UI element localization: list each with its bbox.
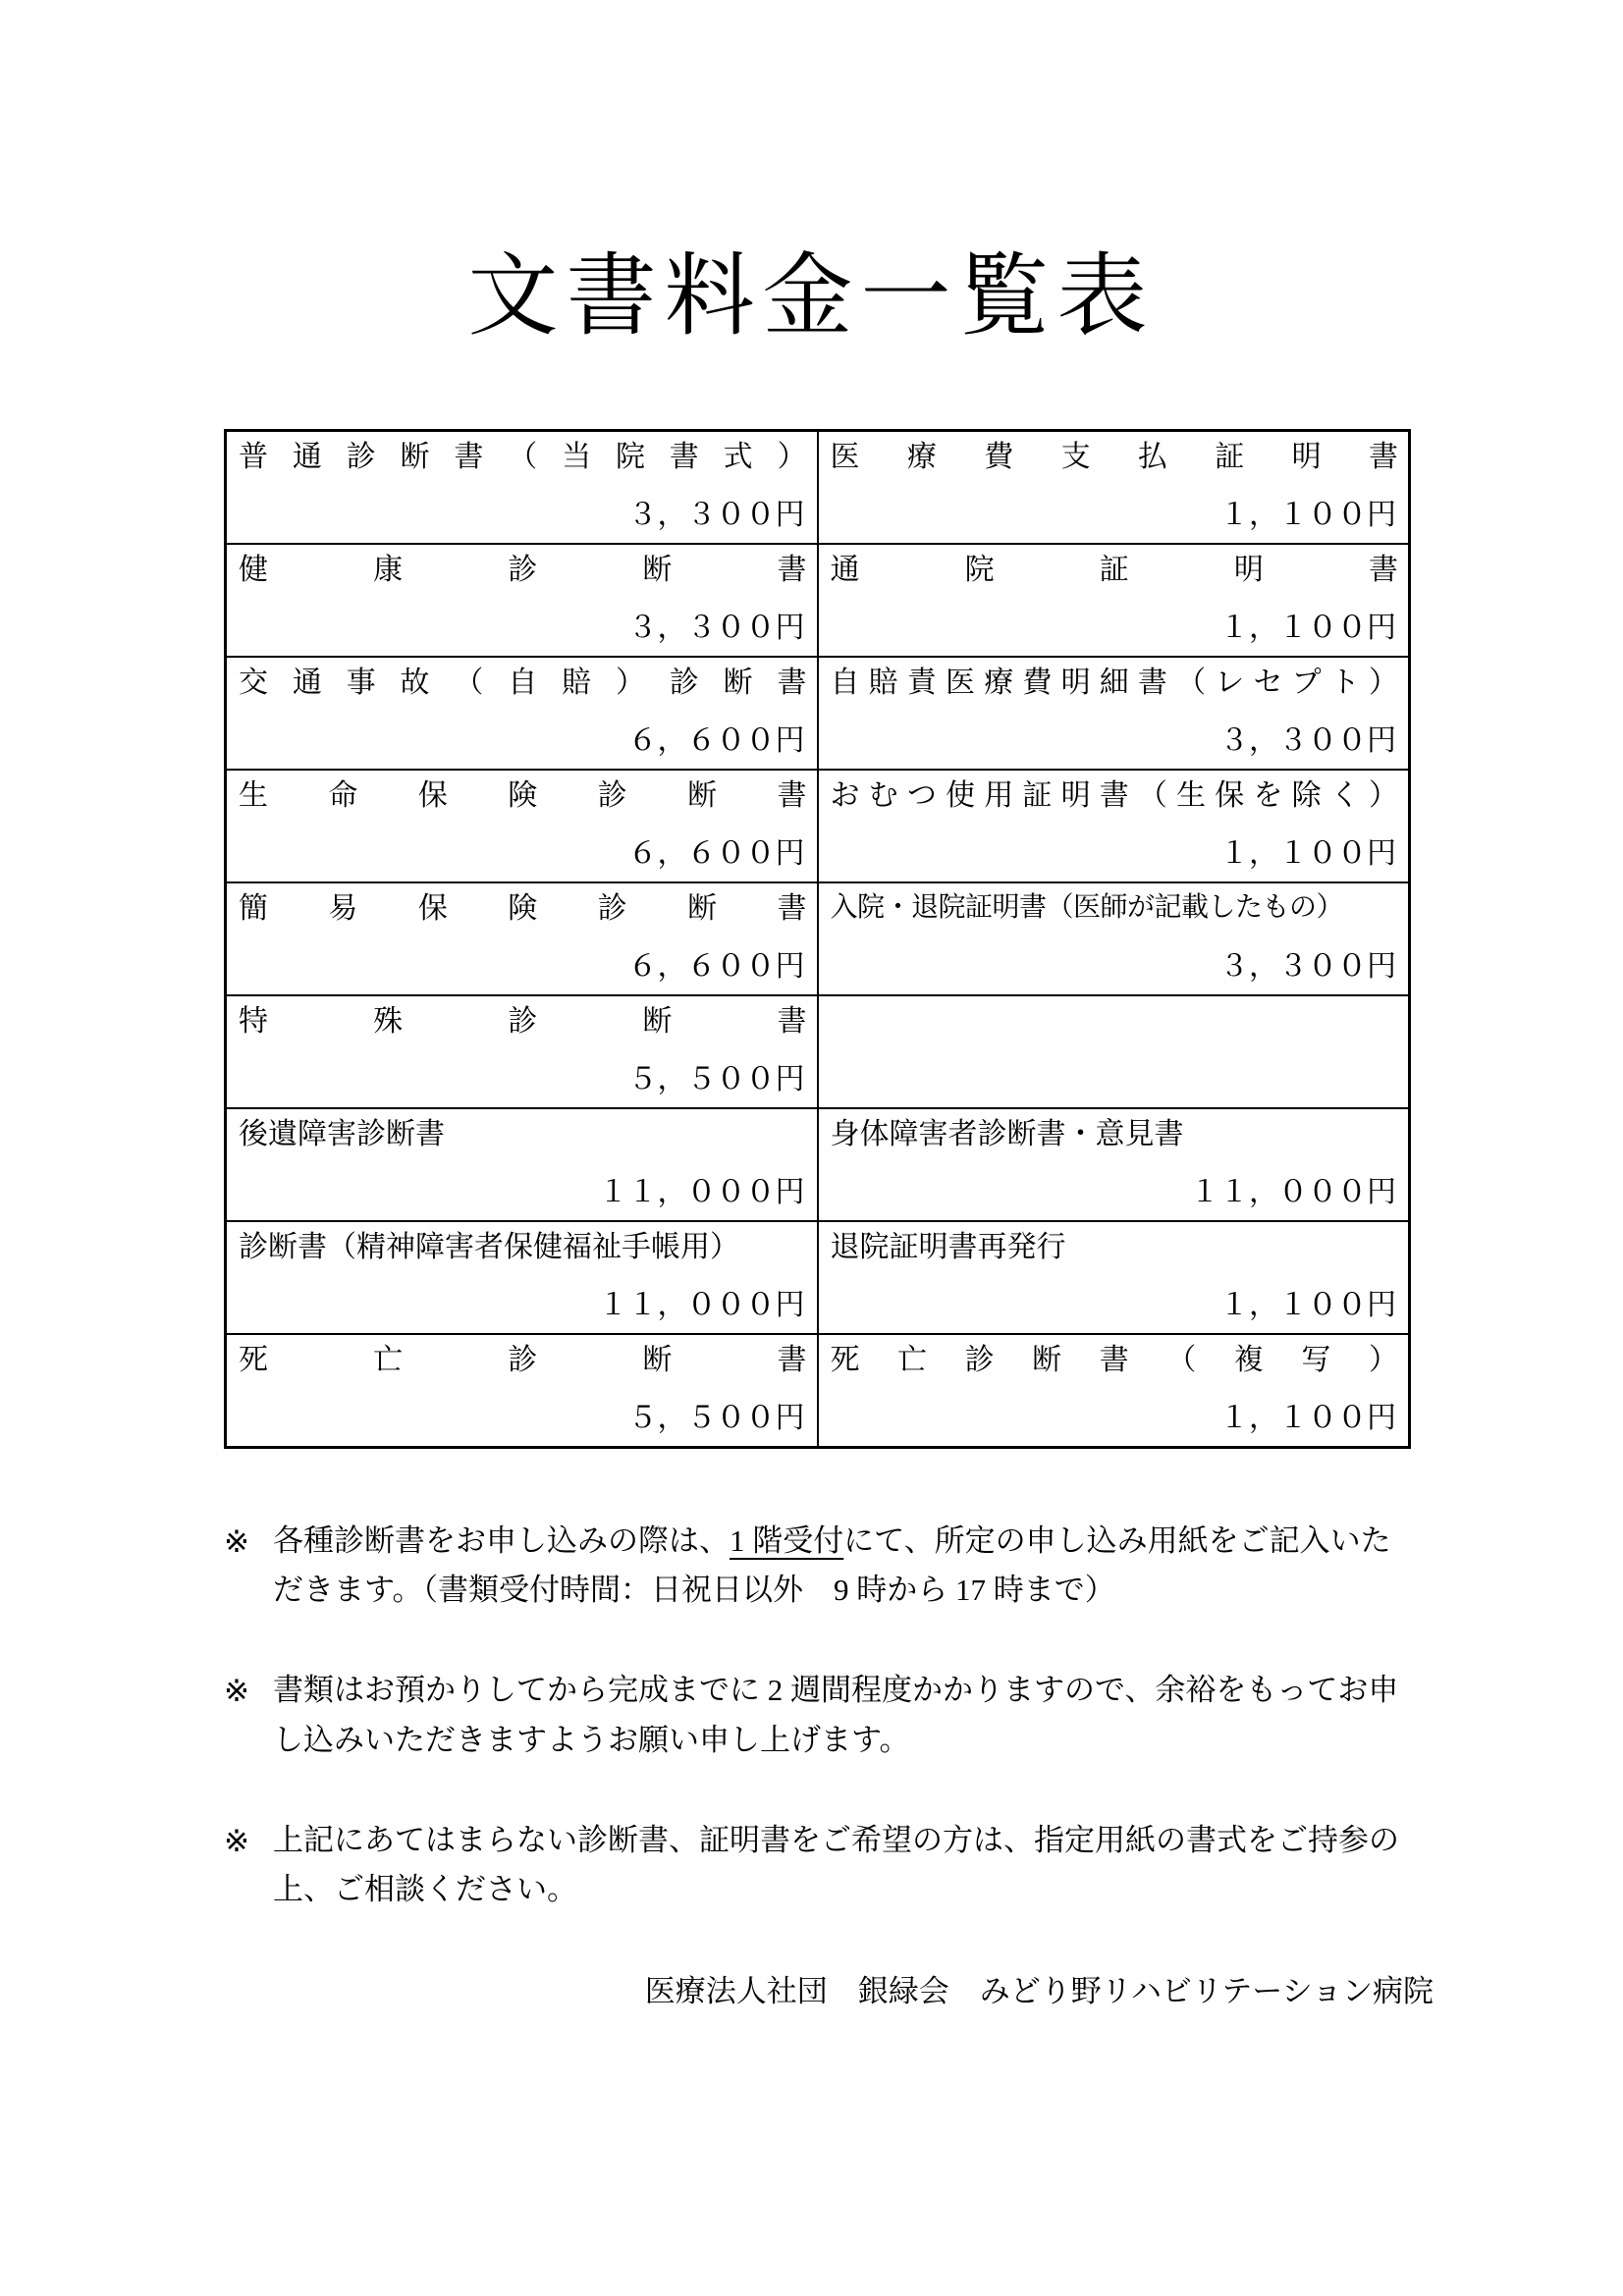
fee-item-name: 入院・退院証明書（医師が記載したもの）: [830, 892, 1344, 923]
fee-cell: [226, 882, 818, 995]
reference-mark: ※: [224, 1674, 249, 1709]
table-row: [226, 995, 1410, 1108]
fee-item-price: ５，５００円: [627, 1063, 805, 1095]
reference-mark: ※: [224, 1823, 249, 1858]
fee-item-price: ５，５００円: [627, 1402, 805, 1434]
fee-cell: [226, 770, 818, 882]
fee-item-price: １，１００円: [1219, 1402, 1396, 1434]
note-text: [273, 1517, 1420, 1615]
fee-item-name: 生命保険診断書: [239, 779, 807, 812]
table-row: [226, 544, 1410, 657]
fee-cell: [226, 1334, 818, 1448]
fee-cell: [818, 657, 1410, 770]
fee-item-name: おむつ使用証明書（生保を除く）: [830, 779, 1398, 812]
fee-item-price: ３，３００円: [627, 499, 805, 531]
note-text-post: にて、所定の申し込み用紙をご記入いただきます。（書類受付時間：日祝日以外 9 時から 17 時まで）: [273, 1523, 1391, 1608]
table-row: [226, 1221, 1410, 1334]
fee-cell: [818, 1334, 1410, 1448]
table-row: [226, 882, 1410, 995]
fee-item-name: 死亡診断書（複写）: [830, 1344, 1398, 1376]
reference-mark: ※: [224, 1524, 249, 1559]
notes-section: [224, 1517, 1420, 1965]
note-text-pre: 書類はお預かりしてから完成までに 2 週間程度かかりますので、余裕をもってお申し込みいただきますようお願い申し上げます。: [273, 1673, 1399, 1757]
fee-cell: [226, 1221, 818, 1334]
fee-item-name: 簡易保険診断書: [239, 892, 807, 925]
fee-item-price: １，１００円: [1219, 499, 1396, 531]
note-text-pre: 各種診断書をお申し込みの際は、: [273, 1523, 730, 1558]
fee-item-price: １１，０００円: [1190, 1176, 1396, 1208]
fee-item-price: １１，０００円: [598, 1289, 805, 1321]
fee-item-name: 診断書（精神障害者保健福祉手帳用）: [239, 1231, 739, 1263]
fee-item-name: 身体障害者診断書・意見書: [830, 1118, 1184, 1150]
fee-cell: [226, 657, 818, 770]
fee-item-name: 自賠責医療費明細書（レセプト）: [830, 667, 1398, 699]
fee-item-price: １，１００円: [1219, 1289, 1396, 1321]
fee-cell: [818, 431, 1410, 545]
note-text-pre: 上記にあてはまらない診断書、証明書をご希望の方は、指定用紙の書式をご持参の上、ご相談ください。: [273, 1822, 1399, 1907]
fee-item-name: 通院証明書: [830, 554, 1398, 586]
fee-cell: [226, 995, 818, 1108]
table-row: [226, 657, 1410, 770]
note-item: [224, 1517, 1420, 1615]
fee-cell: [818, 1108, 1410, 1221]
fee-item-name: 医療費支払証明書: [830, 441, 1398, 473]
fee-item-name: 普通診断書（当院書式）: [239, 441, 807, 473]
fee-item-price: １，１００円: [1219, 837, 1396, 870]
fee-item-name: 交通事故（自賠）診断書: [239, 667, 807, 699]
fee-item-price: ３，３００円: [1219, 724, 1396, 757]
fee-item-price: ３，３００円: [627, 612, 805, 644]
fee-cell: [818, 882, 1410, 995]
fee-cell-empty: [818, 995, 1410, 1108]
fee-item-name: 死亡診断書: [239, 1344, 807, 1376]
fee-item-price: １１，０００円: [598, 1176, 805, 1208]
fee-item-name: 後遺障害診断書: [239, 1118, 445, 1150]
table-row: [226, 1334, 1410, 1448]
fee-item-price: ６，６００円: [627, 950, 805, 983]
fee-item-price: １，１００円: [1219, 612, 1396, 644]
note-text: [273, 1666, 1420, 1764]
hospital-name: 医療法人社団 銀緑会 みどり野リハビリテーション病院: [644, 1974, 1434, 2008]
document-title: 文書料金一覧表: [467, 246, 1156, 347]
note-item: [224, 1816, 1420, 1914]
fee-cell: [818, 770, 1410, 882]
fee-item-price: ６，６００円: [627, 837, 805, 870]
note-text: [273, 1816, 1420, 1914]
fee-cell: [226, 1108, 818, 1221]
fee-cell: [226, 431, 818, 545]
fee-item-name: 健康診断書: [239, 554, 807, 586]
fee-item-price: ３，３００円: [1219, 950, 1396, 983]
table-row: [226, 1108, 1410, 1221]
note-text-underlined: 1 階受付: [730, 1523, 844, 1558]
table-row: [226, 431, 1410, 545]
fee-item-price: ６，６００円: [627, 724, 805, 757]
note-item: [224, 1666, 1420, 1764]
table-row: [226, 770, 1410, 882]
fee-cell: [818, 544, 1410, 657]
fee-cell: [818, 1221, 1410, 1334]
fee-table: [224, 429, 1411, 1449]
fee-item-name: 退院証明書再発行: [830, 1231, 1066, 1263]
fee-cell: [226, 544, 818, 657]
fee-item-name: 特殊診断書: [239, 1005, 807, 1038]
